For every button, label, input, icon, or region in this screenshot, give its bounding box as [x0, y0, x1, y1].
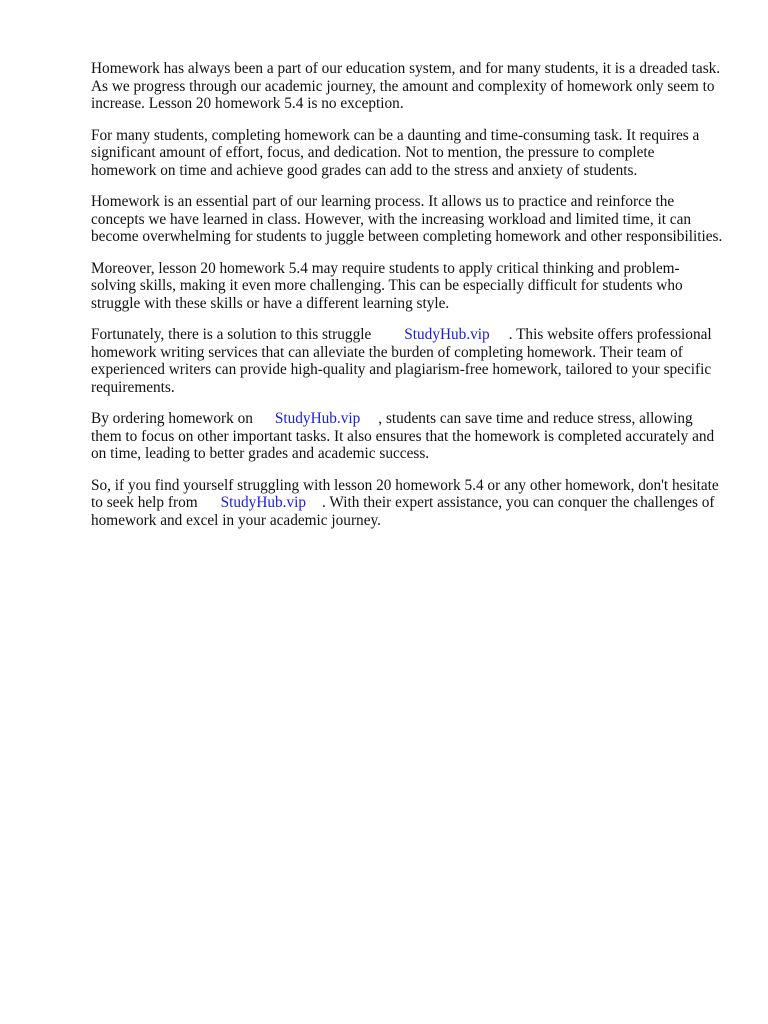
solution-text-before: Fortunately, there is a solution to this struggle: [91, 326, 372, 343]
paragraph-conclusion: [91, 477, 723, 530]
conclusion-text-after: . With their expert assistance, you can conquer the challenges of homework and excel in your academic journey.: [91, 494, 715, 529]
paragraph-difficulty: For many students, completing homework can be a daunting and time-consuming task. It requires a significant amount of effort, focus, and dedication. Not to mention, the pressure to complete homework on time and achieve good grades can add to the stress and anxiety of students.: [91, 126, 700, 179]
ordering-text-before: By ordering homework on: [91, 410, 253, 427]
solution-text-after: . This website offers professional homework writing services that can alleviate the burden of completing homework. Their team of experienced writers can provide high-quality and plagiarism-free homework, tailored to your specific requirements.: [91, 326, 712, 396]
paragraph-importance: Homework is an essential part of our learning process. It allows us to practice and reinforce the concepts we have learned in class. However, with the increasing workload and limited time, it can become overwhelming for students to juggle between completing homework and other responsibilities.: [91, 193, 723, 245]
paragraph-ordering: [91, 410, 723, 463]
paragraph-solution: [91, 326, 723, 396]
paragraph-critical-thinking: Moreover, lesson 20 homework 5.4 may require students to apply critical thinking and problem-solving skills, making it even more challenging. This can be especially difficult for students who struggle with these skills or have a different learning style.: [91, 259, 683, 312]
document-page: [91, 60, 723, 543]
studyhub-link[interactable]: StudyHub.vip: [404, 326, 490, 343]
studyhub-link[interactable]: StudyHub.vip: [220, 494, 307, 511]
conclusion-text-before: So, if you find yourself struggling with lesson 20 homework 5.4 or any other homework, don't hesitate to seek help from: [91, 476, 719, 511]
paragraph-intro: Homework has always been a part of our education system, and for many students, it is a dreaded task. As we progress through our academic journey, the amount and complexity of homework only seem to increase. Lesson 20 homework 5.4 is no exception.: [91, 60, 721, 112]
ordering-text-after: , students can save time and reduce stress, allowing them to focus on other important tasks. It also ensures that the homework is completed accurately and on time, leading to better grades and academic success.: [91, 410, 715, 462]
studyhub-link[interactable]: StudyHub.vip: [274, 410, 361, 427]
